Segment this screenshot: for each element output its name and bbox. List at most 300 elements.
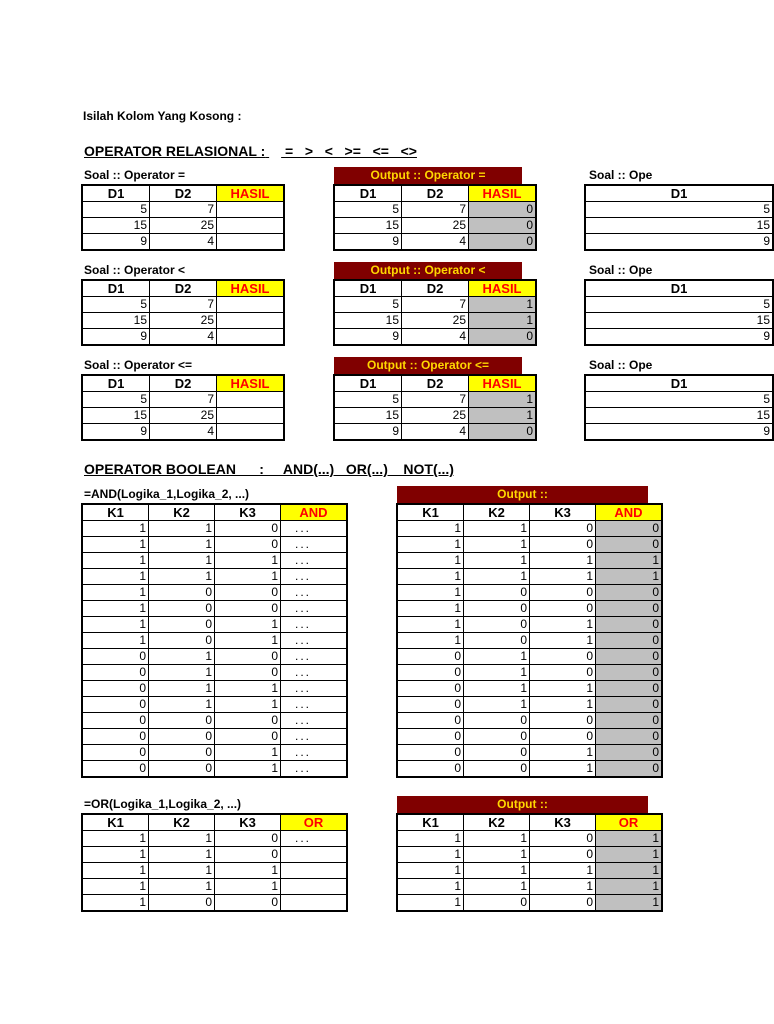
answer-cell[interactable] — [281, 847, 348, 863]
header-hasil: HASIL — [469, 280, 537, 297]
answer-cell[interactable]: ... — [281, 537, 348, 553]
value-cell: 15 — [585, 218, 773, 234]
answer-cell[interactable]: ... — [281, 585, 348, 601]
value-cell: 5 — [585, 297, 773, 313]
table-row — [82, 537, 347, 553]
header-d1: D1 — [82, 375, 150, 392]
value-cell: 1 — [149, 665, 215, 681]
header-d2: D2 — [402, 280, 469, 297]
value-cell: 1 — [149, 847, 215, 863]
value-cell: 0 — [215, 847, 281, 863]
table-row — [334, 392, 536, 408]
header-k2: K2 — [464, 814, 530, 831]
result-cell: 1 — [596, 569, 663, 585]
result-cell: 0 — [469, 424, 537, 441]
table-row — [82, 553, 347, 569]
value-cell: 7 — [150, 202, 217, 218]
table-row — [82, 408, 284, 424]
value-cell: 0 — [215, 895, 281, 912]
result-cell: 0 — [596, 729, 663, 745]
result-cell: 0 — [596, 745, 663, 761]
cut-table — [584, 184, 770, 254]
table-row — [334, 297, 536, 313]
value-cell: 5 — [585, 202, 773, 218]
value-cell: 1 — [82, 831, 149, 847]
value-cell: 1 — [215, 553, 281, 569]
header-hasil: HASIL — [469, 185, 537, 202]
table-row — [82, 329, 284, 346]
result-cell: 1 — [469, 313, 537, 329]
value-cell: 4 — [150, 424, 217, 441]
value-cell: 1 — [397, 585, 464, 601]
value-cell: 1 — [149, 569, 215, 585]
result-cell: 0 — [469, 218, 537, 234]
table-row — [397, 863, 662, 879]
table-row — [397, 831, 662, 847]
result-cell: 0 — [596, 681, 663, 697]
answer-cell[interactable]: ... — [281, 697, 348, 713]
value-cell: 1 — [149, 649, 215, 665]
result-cell: 1 — [596, 895, 663, 912]
value-cell: 0 — [464, 729, 530, 745]
header-d1: D1 — [585, 375, 773, 392]
result-cell: 0 — [596, 601, 663, 617]
header-d2: D2 — [402, 185, 469, 202]
header-k1: K1 — [397, 814, 464, 831]
result-cell: 0 — [596, 761, 663, 778]
answer-cell[interactable] — [217, 297, 285, 313]
value-cell: 1 — [530, 745, 596, 761]
value-cell: 1 — [464, 649, 530, 665]
answer-cell[interactable]: ... — [281, 745, 348, 761]
value-cell: 15 — [585, 313, 773, 329]
value-cell: 0 — [530, 601, 596, 617]
or-output-banner: Output :: — [397, 796, 648, 813]
value-cell: 1 — [215, 863, 281, 879]
value-cell: 1 — [397, 831, 464, 847]
value-cell: 1 — [464, 569, 530, 585]
result-cell: 0 — [596, 537, 663, 553]
value-cell: 1 — [530, 553, 596, 569]
header-hasil: HASIL — [469, 375, 537, 392]
value-cell: 0 — [530, 847, 596, 863]
value-cell: 1 — [82, 601, 149, 617]
table-row — [82, 424, 284, 441]
value-cell: 0 — [530, 537, 596, 553]
header-k3: K3 — [215, 814, 281, 831]
value-cell: 0 — [82, 745, 149, 761]
table-row — [397, 617, 662, 633]
value-cell: 9 — [82, 329, 150, 346]
value-cell: 4 — [402, 329, 469, 346]
value-cell: 0 — [215, 601, 281, 617]
table-row — [82, 585, 347, 601]
value-cell: 5 — [334, 202, 402, 218]
header-d2: D2 — [150, 375, 217, 392]
value-cell: 1 — [149, 879, 215, 895]
value-cell: 1 — [464, 537, 530, 553]
result-cell: 0 — [469, 202, 537, 218]
value-cell: 4 — [402, 234, 469, 251]
answer-cell[interactable] — [281, 895, 348, 912]
answer-cell[interactable]: ... — [281, 729, 348, 745]
answer-cell[interactable] — [217, 329, 285, 346]
value-cell: 1 — [82, 633, 149, 649]
value-cell: 25 — [150, 408, 217, 424]
value-cell: 0 — [82, 681, 149, 697]
header-hasil: HASIL — [217, 280, 285, 297]
value-cell: 1 — [530, 633, 596, 649]
value-cell: 0 — [215, 831, 281, 847]
soal-label: Soal :: Operator < — [84, 263, 186, 277]
table-row — [397, 847, 662, 863]
value-cell: 7 — [150, 297, 217, 313]
value-cell: 0 — [397, 649, 464, 665]
header-d2: D2 — [150, 185, 217, 202]
table-row — [397, 537, 662, 553]
table-row — [82, 895, 347, 912]
value-cell: 4 — [150, 329, 217, 346]
value-cell: 15 — [82, 408, 150, 424]
output-and-table — [396, 503, 663, 778]
relational-heading — [84, 143, 417, 159]
answer-cell[interactable] — [217, 408, 285, 424]
table-row — [82, 761, 347, 778]
soal-and-table — [81, 503, 348, 778]
answer-cell[interactable]: ... — [281, 665, 348, 681]
soal-label-cut: Soal :: Ope — [589, 168, 653, 182]
answer-cell[interactable] — [281, 863, 348, 879]
answer-cell[interactable]: ... — [281, 521, 348, 537]
value-cell: 1 — [82, 553, 149, 569]
value-cell: 0 — [397, 713, 464, 729]
value-cell: 1 — [397, 569, 464, 585]
table-row — [397, 895, 662, 912]
table-row — [82, 234, 284, 251]
header-d2: D2 — [402, 375, 469, 392]
value-cell: 1 — [82, 863, 149, 879]
value-cell: 0 — [215, 585, 281, 601]
value-cell: 0 — [82, 729, 149, 745]
value-cell: 1 — [215, 569, 281, 585]
value-cell: 0 — [215, 649, 281, 665]
value-cell: 0 — [530, 729, 596, 745]
value-cell: 0 — [464, 633, 530, 649]
value-cell: 15 — [82, 218, 150, 234]
value-cell: 0 — [464, 895, 530, 912]
value-cell: 1 — [397, 879, 464, 895]
answer-cell[interactable] — [217, 392, 285, 408]
value-cell: 0 — [397, 665, 464, 681]
table-row — [397, 665, 662, 681]
answer-cell[interactable]: ... — [281, 649, 348, 665]
value-cell: 0 — [530, 665, 596, 681]
header-hasil: HASIL — [217, 375, 285, 392]
output-banner: Output :: Operator = — [334, 167, 522, 184]
value-cell: 7 — [150, 392, 217, 408]
table-row — [397, 585, 662, 601]
answer-cell[interactable]: ... — [281, 681, 348, 697]
value-cell: 9 — [82, 234, 150, 251]
header-d1: D1 — [334, 280, 402, 297]
soal-label-cut: Soal :: Ope — [589, 358, 653, 372]
value-cell: 0 — [149, 713, 215, 729]
value-cell: 1 — [215, 617, 281, 633]
value-cell: 1 — [530, 617, 596, 633]
table-row — [82, 681, 347, 697]
value-cell: 0 — [530, 831, 596, 847]
table-row — [82, 617, 347, 633]
table-row — [334, 218, 536, 234]
value-cell: 0 — [149, 601, 215, 617]
result-cell: 0 — [596, 585, 663, 601]
answer-cell[interactable]: ... — [281, 569, 348, 585]
soal-table — [81, 374, 285, 441]
value-cell: 0 — [149, 745, 215, 761]
table-row — [82, 202, 284, 218]
answer-cell[interactable] — [217, 424, 285, 441]
table-row — [397, 697, 662, 713]
result-cell: 1 — [596, 863, 663, 879]
table-row — [82, 218, 284, 234]
value-cell: 0 — [530, 895, 596, 912]
table-row — [82, 313, 284, 329]
answer-cell[interactable]: ... — [281, 831, 348, 847]
table-row — [82, 392, 284, 408]
value-cell: 1 — [82, 537, 149, 553]
header-d1: D1 — [585, 185, 773, 202]
header-k1: K1 — [397, 504, 464, 521]
result-cell: 1 — [469, 392, 537, 408]
value-cell: 1 — [530, 569, 596, 585]
and-formula: =AND(Logika_1,Logika_2, ...) — [84, 487, 250, 501]
table-row — [82, 569, 347, 585]
and-output-banner: Output :: — [397, 486, 648, 503]
answer-cell[interactable]: ... — [281, 633, 348, 649]
result-cell: 0 — [596, 617, 663, 633]
soal-or-table — [81, 813, 348, 912]
header-k1: K1 — [82, 504, 149, 521]
value-cell: 0 — [464, 601, 530, 617]
value-cell: 9 — [334, 329, 402, 346]
table-row — [334, 329, 536, 346]
header-or: OR — [281, 814, 348, 831]
value-cell: 0 — [464, 713, 530, 729]
header-k2: K2 — [149, 504, 215, 521]
answer-cell[interactable] — [217, 202, 285, 218]
table-row — [397, 569, 662, 585]
table-row — [82, 745, 347, 761]
table-row — [334, 424, 536, 441]
value-cell: 5 — [334, 297, 402, 313]
output-table — [333, 184, 537, 251]
answer-cell[interactable]: ... — [281, 761, 348, 778]
table-row — [397, 553, 662, 569]
table-row — [397, 633, 662, 649]
value-cell: 25 — [402, 313, 469, 329]
value-cell: 1 — [215, 879, 281, 895]
table-row — [82, 297, 284, 313]
value-cell: 0 — [149, 617, 215, 633]
value-cell: 1 — [149, 553, 215, 569]
value-cell: 1 — [397, 553, 464, 569]
value-cell: 0 — [149, 729, 215, 745]
value-cell: 1 — [530, 879, 596, 895]
value-cell: 1 — [82, 895, 149, 912]
value-cell: 15 — [82, 313, 150, 329]
value-cell: 25 — [150, 218, 217, 234]
value-cell: 1 — [215, 761, 281, 778]
header-d1: D1 — [585, 280, 773, 297]
value-cell: 1 — [464, 879, 530, 895]
table-row — [82, 697, 347, 713]
value-cell: 9 — [585, 329, 773, 346]
result-cell: 0 — [596, 713, 663, 729]
result-cell: 1 — [469, 297, 537, 313]
relational-title: OPERATOR RELASIONAL : — [84, 143, 266, 159]
value-cell: 4 — [150, 234, 217, 251]
table-row — [397, 745, 662, 761]
value-cell: 0 — [464, 617, 530, 633]
table-row — [82, 863, 347, 879]
value-cell: 0 — [397, 729, 464, 745]
value-cell: 1 — [82, 879, 149, 895]
answer-cell[interactable] — [217, 313, 285, 329]
value-cell: 0 — [82, 713, 149, 729]
output-table — [333, 374, 537, 441]
value-cell: 1 — [397, 537, 464, 553]
answer-cell[interactable]: ... — [281, 553, 348, 569]
header-k1: K1 — [82, 814, 149, 831]
boolean-title: OPERATOR BOOLEAN : AND(...) OR(...) NOT(...) — [84, 461, 454, 477]
header-d2: D2 — [150, 280, 217, 297]
header-k2: K2 — [149, 814, 215, 831]
table-row — [82, 879, 347, 895]
answer-cell[interactable]: ... — [281, 617, 348, 633]
value-cell: 0 — [530, 521, 596, 537]
table-row — [397, 601, 662, 617]
value-cell: 1 — [464, 521, 530, 537]
table-row — [82, 521, 347, 537]
or-formula: =OR(Logika_1,Logika_2, ...) — [84, 797, 242, 811]
value-cell: 15 — [334, 408, 402, 424]
result-cell: 0 — [596, 633, 663, 649]
table-row — [82, 713, 347, 729]
answer-cell[interactable] — [217, 234, 285, 251]
value-cell: 0 — [82, 697, 149, 713]
value-cell: 1 — [397, 617, 464, 633]
table-row — [334, 408, 536, 424]
value-cell: 7 — [402, 202, 469, 218]
value-cell: 0 — [464, 585, 530, 601]
value-cell: 1 — [530, 681, 596, 697]
result-cell: 0 — [469, 234, 537, 251]
answer-cell[interactable] — [217, 218, 285, 234]
table-row — [397, 761, 662, 778]
value-cell: 1 — [149, 863, 215, 879]
value-cell: 1 — [397, 847, 464, 863]
cut-table — [584, 279, 770, 349]
header-d1: D1 — [82, 280, 150, 297]
value-cell: 1 — [149, 537, 215, 553]
table-row — [82, 847, 347, 863]
value-cell: 0 — [397, 697, 464, 713]
result-cell: 0 — [596, 697, 663, 713]
header-or: OR — [596, 814, 663, 831]
answer-cell[interactable] — [281, 879, 348, 895]
soal-label-cut: Soal :: Ope — [589, 263, 653, 277]
value-cell: 0 — [464, 745, 530, 761]
table-row — [397, 729, 662, 745]
value-cell: 1 — [464, 681, 530, 697]
value-cell: 1 — [82, 585, 149, 601]
value-cell: 1 — [464, 831, 530, 847]
soal-table — [81, 184, 285, 251]
answer-cell[interactable]: ... — [281, 601, 348, 617]
value-cell: 0 — [530, 585, 596, 601]
value-cell: 5 — [585, 392, 773, 408]
value-cell: 9 — [585, 234, 773, 251]
answer-cell[interactable]: ... — [281, 713, 348, 729]
value-cell: 0 — [149, 761, 215, 778]
table-row — [82, 665, 347, 681]
value-cell: 1 — [149, 681, 215, 697]
result-cell: 1 — [596, 847, 663, 863]
result-cell: 1 — [596, 553, 663, 569]
header-k2: K2 — [464, 504, 530, 521]
value-cell: 0 — [82, 665, 149, 681]
table-row — [334, 313, 536, 329]
value-cell: 0 — [215, 729, 281, 745]
value-cell: 0 — [397, 681, 464, 697]
value-cell: 1 — [464, 553, 530, 569]
value-cell: 7 — [402, 297, 469, 313]
header-d1: D1 — [334, 185, 402, 202]
value-cell: 0 — [530, 649, 596, 665]
value-cell: 1 — [215, 745, 281, 761]
value-cell: 1 — [397, 521, 464, 537]
value-cell: 1 — [215, 633, 281, 649]
header-k3: K3 — [530, 814, 596, 831]
result-cell: 1 — [596, 879, 663, 895]
output-or-table — [396, 813, 663, 912]
value-cell: 0 — [530, 713, 596, 729]
value-cell: 25 — [402, 218, 469, 234]
value-cell: 1 — [464, 847, 530, 863]
value-cell: 0 — [82, 649, 149, 665]
value-cell: 1 — [530, 863, 596, 879]
output-banner: Output :: Operator < — [334, 262, 522, 279]
value-cell: 0 — [215, 537, 281, 553]
value-cell: 15 — [585, 408, 773, 424]
result-cell: 1 — [469, 408, 537, 424]
result-cell: 0 — [469, 329, 537, 346]
soal-label: Soal :: Operator = — [84, 168, 186, 182]
value-cell: 1 — [149, 521, 215, 537]
table-row — [397, 649, 662, 665]
value-cell: 1 — [464, 863, 530, 879]
value-cell: 1 — [397, 895, 464, 912]
table-row — [334, 202, 536, 218]
value-cell: 15 — [334, 218, 402, 234]
value-cell: 1 — [464, 697, 530, 713]
output-banner: Output :: Operator <= — [334, 357, 522, 374]
table-row — [82, 729, 347, 745]
value-cell: 1 — [82, 847, 149, 863]
result-cell: 1 — [596, 831, 663, 847]
value-cell: 0 — [149, 633, 215, 649]
table-row — [397, 713, 662, 729]
